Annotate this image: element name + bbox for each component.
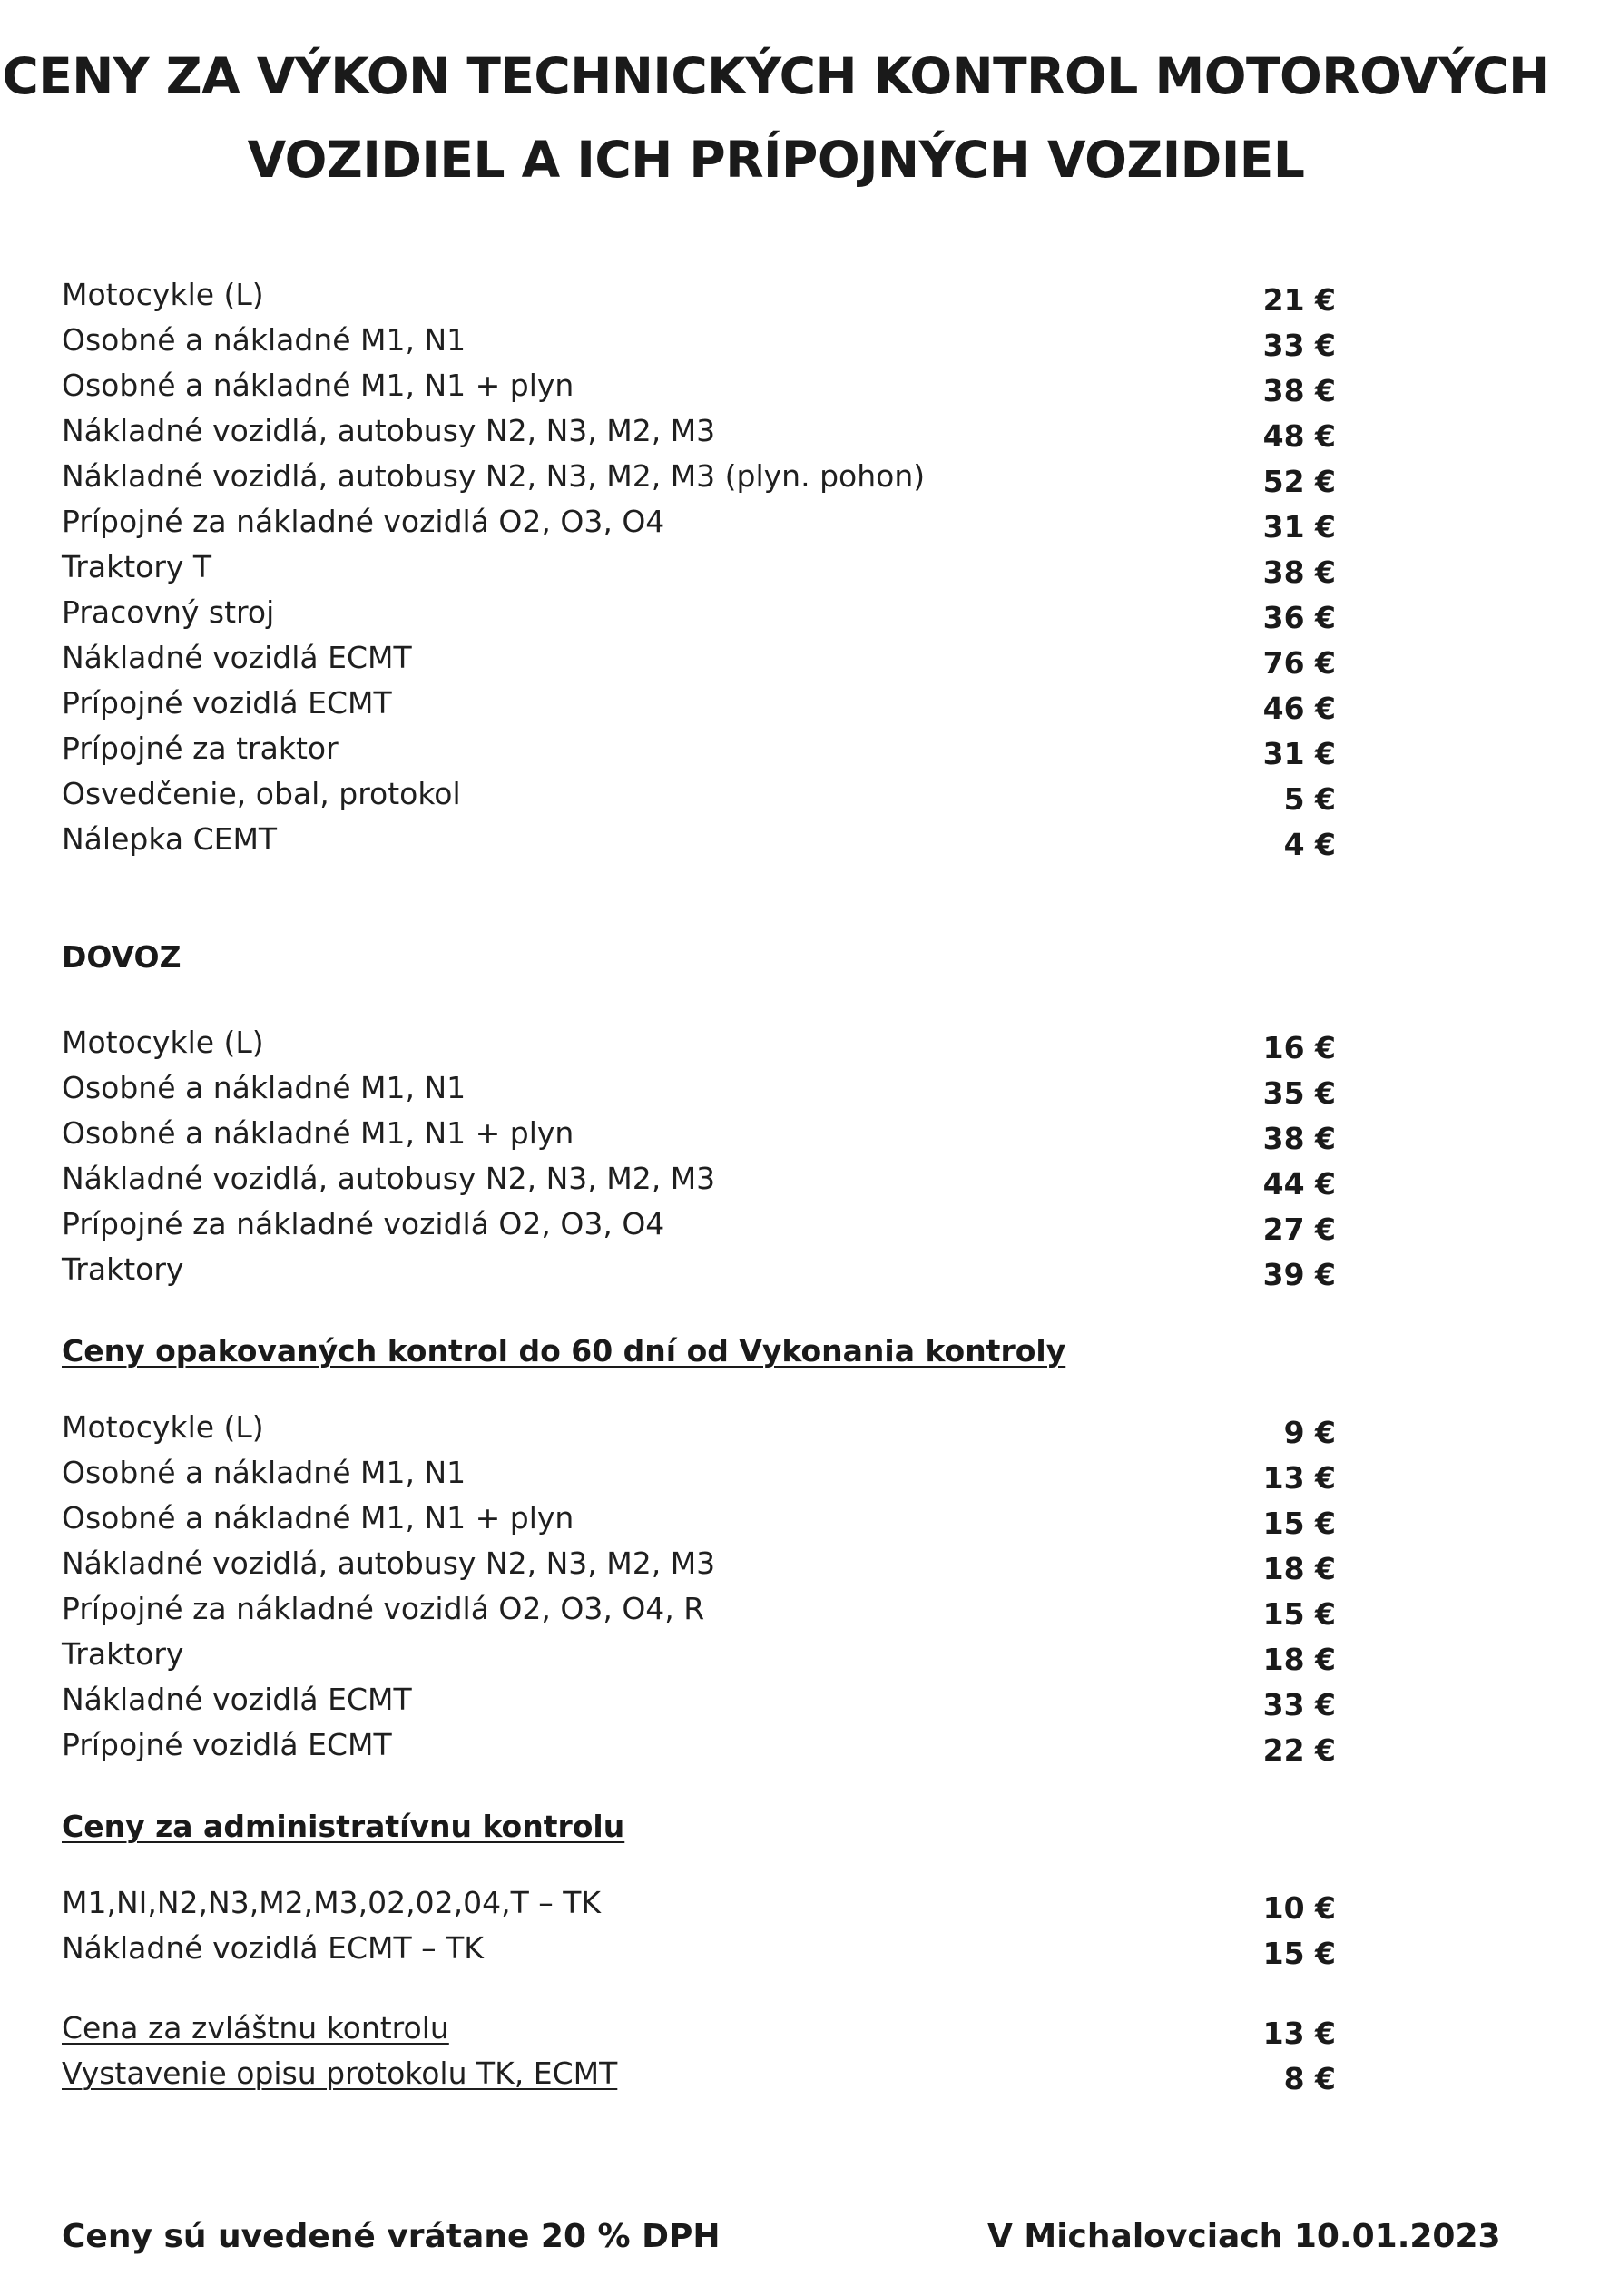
item-price: 9 € <box>1283 1415 1336 1450</box>
item-label: Motocykle (L) <box>62 1409 264 1445</box>
price-row <box>0 1586 1619 1632</box>
repeat-heading: Ceny opakovaných kontrol do 60 dní od Vykonania kontroly <box>62 1333 1066 1369</box>
item-label: Prípojné vozidlá ECMT <box>62 685 392 721</box>
item-label: Prípojné za nákladné vozidlá O2, O3, O4, R <box>62 1591 705 1626</box>
price-row <box>0 1541 1619 1586</box>
item-label: Traktory T <box>62 549 212 584</box>
item-label: Motocykle (L) <box>62 1025 264 1060</box>
vat-note: Ceny sú uvedené vrátane 20 % DPH <box>62 2218 721 2255</box>
price-row <box>0 1880 1619 1926</box>
item-price: 38 € <box>1262 373 1336 408</box>
price-row <box>0 499 1619 545</box>
title-line-1: CENY ZA VÝKON TECHNICKÝCH KONTROL MOTOROVÝCH <box>2 47 1550 105</box>
item-price: 8 € <box>1283 2061 1336 2096</box>
item-price: 38 € <box>1262 1121 1336 1156</box>
title-line-2: VOZIDIEL A ICH PRÍPOJNÝCH VOZIDIEL <box>247 131 1305 189</box>
item-label: Nákladné vozidlá ECMT – TK <box>62 1930 484 1966</box>
price-row <box>0 1111 1619 1156</box>
price-row <box>0 1926 1619 1971</box>
item-price: 16 € <box>1262 1030 1336 1065</box>
dovoz-heading: DOVOZ <box>62 939 182 975</box>
item-label: Cena za zvláštnu kontrolu <box>62 2010 449 2046</box>
item-price: 31 € <box>1262 736 1336 771</box>
item-price: 5 € <box>1283 781 1336 817</box>
item-label: Nákladné vozidlá, autobusy N2, N3, M2, M3 (plyn. pohon) <box>62 458 926 494</box>
item-label: Osobné a nákladné M1, N1 + plyn <box>62 1115 574 1151</box>
item-price: 52 € <box>1262 464 1336 499</box>
item-price: 21 € <box>1262 282 1336 318</box>
item-price: 15 € <box>1262 1596 1336 1632</box>
price-row <box>0 1632 1619 1677</box>
price-row <box>0 1065 1619 1111</box>
item-price: 27 € <box>1262 1212 1336 1247</box>
price-row <box>0 590 1619 635</box>
price-row <box>0 726 1619 771</box>
item-label: Prípojné za nákladné vozidlá O2, O3, O4 <box>62 504 665 539</box>
item-price: 4 € <box>1283 827 1336 862</box>
price-row <box>0 1450 1619 1496</box>
admin-heading: Ceny za administratívnu kontrolu <box>62 1809 625 1844</box>
item-label: Osobné a nákladné M1, N1 <box>62 322 466 358</box>
item-price: 33 € <box>1262 1687 1336 1722</box>
price-row <box>0 318 1619 363</box>
item-price: 35 € <box>1262 1075 1336 1111</box>
price-row <box>0 545 1619 590</box>
item-price: 36 € <box>1262 600 1336 635</box>
item-label: Nákladné vozidlá, autobusy N2, N3, M2, M3 <box>62 1545 716 1581</box>
price-row <box>0 363 1619 408</box>
item-label: Osobné a nákladné M1, N1 + plyn <box>62 368 574 403</box>
item-price: 15 € <box>1262 1936 1336 1971</box>
item-price: 22 € <box>1262 1732 1336 1768</box>
item-label: Traktory <box>62 1636 184 1672</box>
price-row <box>0 2006 1619 2051</box>
item-price: 48 € <box>1262 418 1336 454</box>
item-price: 18 € <box>1262 1642 1336 1677</box>
price-row <box>0 681 1619 726</box>
price-row <box>0 1020 1619 1065</box>
item-label: Nákladné vozidlá, autobusy N2, N3, M2, M3 <box>62 1161 716 1196</box>
item-price: 10 € <box>1262 1890 1336 1926</box>
item-label: Nálepka CEMT <box>62 821 278 857</box>
price-row <box>0 272 1619 318</box>
item-label: Nákladné vozidlá ECMT <box>62 1682 412 1717</box>
item-label: Prípojné za traktor <box>62 731 339 766</box>
price-row <box>0 817 1619 862</box>
item-label: M1,NI,N2,N3,M2,M3,02,02,04,T – TK <box>62 1885 601 1920</box>
price-row <box>0 771 1619 817</box>
price-row <box>0 1247 1619 1292</box>
item-label: Motocykle (L) <box>62 277 264 312</box>
price-row <box>0 1496 1619 1541</box>
price-row <box>0 2051 1619 2096</box>
item-label: Osobné a nákladné M1, N1 <box>62 1455 466 1490</box>
item-label: Prípojné vozidlá ECMT <box>62 1727 392 1762</box>
item-price: 13 € <box>1262 1460 1336 1496</box>
price-row <box>0 1405 1619 1450</box>
item-label: Osvedčenie, obal, protokol <box>62 776 461 811</box>
price-row <box>0 1156 1619 1202</box>
item-price: 31 € <box>1262 509 1336 545</box>
price-row <box>0 454 1619 499</box>
price-row <box>0 408 1619 454</box>
item-label: Vystavenie opisu protokolu TK, ECMT <box>62 2056 618 2091</box>
place-date: V Michalovciach 10.01.2023 <box>987 2218 1501 2255</box>
item-label: Pracovný stroj <box>62 594 275 630</box>
item-price: 38 € <box>1262 554 1336 590</box>
item-price: 18 € <box>1262 1551 1336 1586</box>
item-label: Prípojné za nákladné vozidlá O2, O3, O4 <box>62 1206 665 1241</box>
price-row <box>0 635 1619 681</box>
price-row <box>0 1202 1619 1247</box>
item-price: 13 € <box>1262 2016 1336 2051</box>
item-price: 33 € <box>1262 328 1336 363</box>
item-price: 39 € <box>1262 1257 1336 1292</box>
item-price: 15 € <box>1262 1506 1336 1541</box>
item-price: 76 € <box>1262 645 1336 681</box>
item-label: Osobné a nákladné M1, N1 + plyn <box>62 1500 574 1536</box>
price-row <box>0 1677 1619 1722</box>
item-label: Osobné a nákladné M1, N1 <box>62 1070 466 1105</box>
item-label: Traktory <box>62 1251 184 1287</box>
item-price: 44 € <box>1262 1166 1336 1202</box>
item-price: 46 € <box>1262 691 1336 726</box>
document-title <box>0 34 1552 201</box>
price-row <box>0 1722 1619 1768</box>
item-label: Nákladné vozidlá ECMT <box>62 640 412 675</box>
item-label: Nákladné vozidlá, autobusy N2, N3, M2, M3 <box>62 413 716 448</box>
